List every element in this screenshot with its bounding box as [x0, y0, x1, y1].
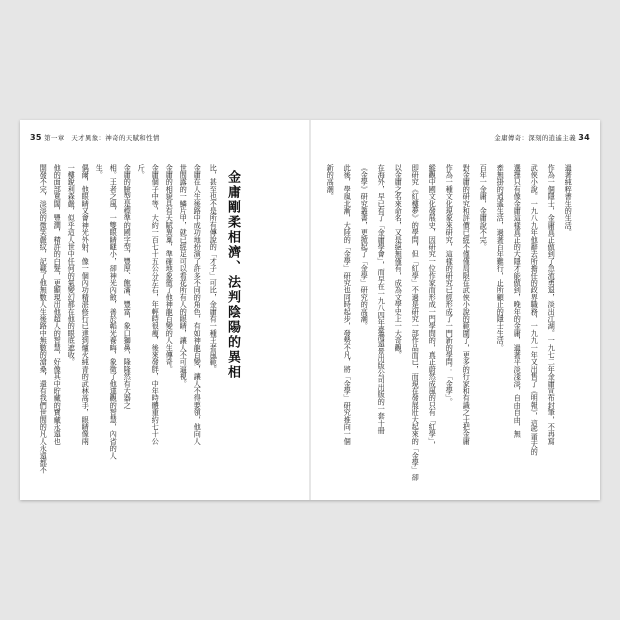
- right-text-column: 選擇只有像金庸這樣真正的大隱才能做到，晚年的金庸，過著平淡淺淡，自由自由，無: [513, 164, 523, 438]
- left-text-column: 生。: [95, 164, 105, 179]
- left-text-column: 世間露的一鱗片甲，就已經足可以看花所有人的眼睛，讓人不可逼視。: [179, 164, 189, 388]
- book-gutter: [309, 120, 311, 500]
- left-text-column: 一樓銳利森嚴，似乎這人世中任何的氣變幻都在他的眼底遮收。: [67, 164, 77, 366]
- left-text-column: 比，甚至也不是所有傳說的「才子」可比，金庸有一種王者風範。: [209, 164, 219, 373]
- left-text-column: 開發不完，淡淡的微笑嚴紋，記載了他無數人生後路中無數的滄桑，還有我們世間的凡人永遠都不: [39, 164, 49, 474]
- left-running-head: [30, 133, 160, 142]
- right-text-column: 過著純粹書生的生活。: [564, 164, 574, 236]
- right-text-column: 《金學》研究叢書，更掀起了「金學」研究的高潮。: [360, 164, 370, 330]
- right-text-column: 作為一種文化現象來研究，這樣的研究已經形成了一門新的學問：「金學」。: [445, 164, 455, 406]
- left-text-column: 金庸的相貌具有天賦異稟，準確地象徵了他神龍百變的人生傳奇。: [165, 164, 175, 373]
- left-text-column: 偶爾，他眼睛又會神光外射，像一個內功精湛修行已達到爐火純青的武林高手，眼睛像兩: [81, 164, 91, 445]
- right-text-column: 以金庸之名來命名，又是絕無僅有，成為文學史上一大奇觀。: [394, 164, 404, 359]
- right-text-column: 即研究《紅樓夢》的學問，但「紅學」不過是研究一部作品而已，而現在發展壯大起來的「金學」卻: [411, 164, 421, 481]
- right-text-column: 牽無掛的逍遙生活，過著百年難行，止所顧止的隱士生活。: [496, 164, 506, 352]
- book-spread: [20, 120, 600, 500]
- right-book-title: 金庸傳奇：深刻的逍遙主義: [494, 134, 576, 142]
- right-text-column: 縱觀中國文化發展史，因研究一位作家而形成一門學問的，真正蔚然成風的只有「紅學」，: [428, 164, 438, 449]
- left-text-column: 相。王者之風，一雙眼睛瞇小，卻神光內斂，善於韜光養晦，象徵了他達觀的智慧，內省的人: [109, 164, 119, 460]
- right-text-column: 此後，學風北漸，大陸的「金學」研究也同時起步，發勢不凡，將「金學」研究推向一個: [343, 164, 353, 445]
- left-text-column: 金庸在人生後路中成功地扮演了許多不同的角色，有如神龍百變，讓人不得要領，他向人: [193, 164, 203, 445]
- left-text-column: 金庸個子中等，大約一百七十五公分左右，年輕時很瘦，後來發胖，中年時體重約七十公: [151, 164, 161, 445]
- right-text-column: 在海外，早已有了「金庸學會」，而早在一九八四年臺灣遠景出版公司出版的一套十冊: [377, 164, 387, 434]
- left-text-column: 他的面部寬闊，豐潤，精許的白髮，更顯現出他超人的智慧，好像其中貯藏的寶藏永遠也: [53, 164, 63, 445]
- right-text-column: 武俠小說。一九八九年他辭去所擔任的政界職務，一九九一年又出售了《明報》，這些重大的: [530, 164, 540, 456]
- right-running-head: [494, 133, 590, 142]
- right-text-column: 作為一個隱士，金庸真正做到了急流勇退，淡出江湖。一九七二年金庸宣布封筆，不再寫: [547, 164, 557, 445]
- left-text-column: 金庸的臉型是標準的國字型，豐厚、飽滿、豐富，象口獅鼻，隆隆然有大器之: [123, 164, 133, 409]
- right-text-column: 對金庸的研究和評價已經不僅僅局限在武俠小說的範圍了，更多的行家和有識之士把金庸: [462, 164, 472, 445]
- right-text-column: 百年一金庸，金庸說不完。: [479, 164, 489, 251]
- right-page-number: 34: [578, 133, 590, 142]
- left-chapter-title: 第一章 天才異象：神奇的天賦和性情: [44, 134, 160, 142]
- left-text-column: 斤。: [137, 164, 147, 179]
- section-title: 金庸剛柔相濟、法判陰陽的異相: [225, 170, 240, 380]
- right-text-column: 新的高潮。: [326, 164, 336, 200]
- left-page-number: 35: [30, 133, 42, 142]
